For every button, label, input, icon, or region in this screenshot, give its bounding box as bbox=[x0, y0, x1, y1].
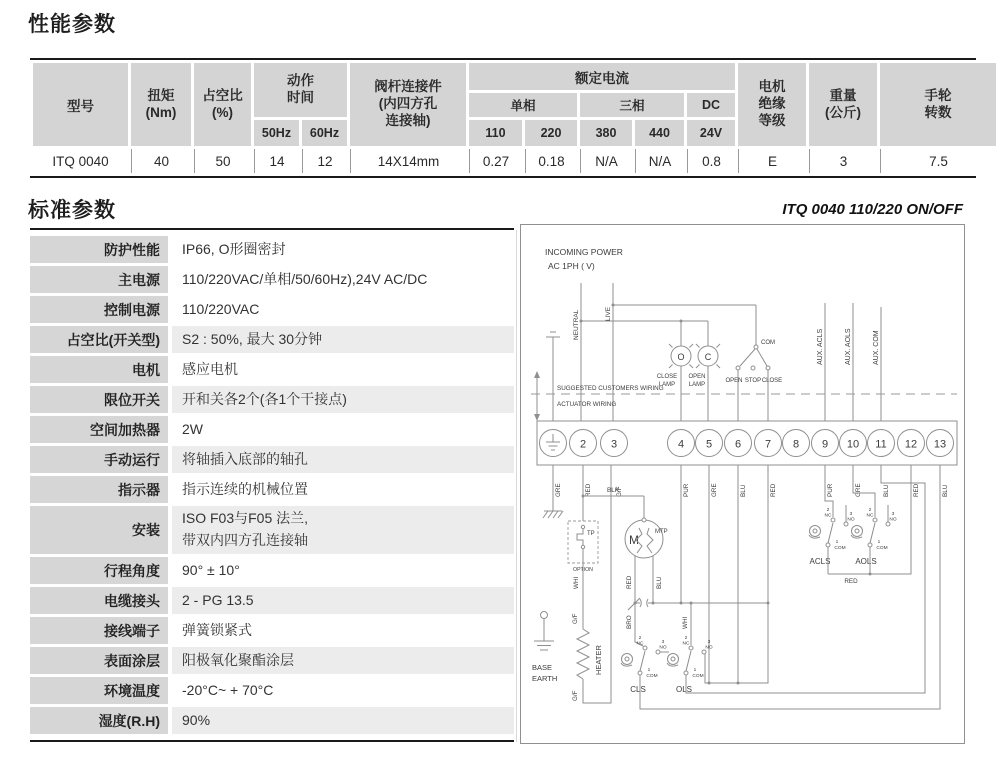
terminal-strip bbox=[537, 421, 957, 465]
svg-text:NO: NO bbox=[889, 517, 897, 523]
cell-handwheel: 7.5 bbox=[880, 149, 996, 173]
column-divider bbox=[516, 230, 517, 742]
cam-icon bbox=[667, 654, 679, 667]
blk-wire-label: BLK bbox=[607, 487, 619, 494]
close-lamp-icon bbox=[669, 344, 693, 368]
terminal-3: 3 bbox=[610, 438, 618, 451]
whi-wire-label: WHI bbox=[573, 576, 580, 589]
col-torque: 扭矩 (Nm) bbox=[131, 63, 191, 146]
svg-text:3: 3 bbox=[849, 512, 853, 517]
wire-gre-1: GRE bbox=[555, 483, 562, 497]
motor bbox=[625, 518, 668, 558]
list-item: 表面涂层 阳极氧化聚酯涂层 bbox=[30, 647, 514, 674]
wire-gre-5: GRE bbox=[711, 483, 718, 497]
performance-section-title: 性能参数 bbox=[28, 13, 116, 36]
cam-icon bbox=[851, 526, 863, 539]
wiring-diagram-svg bbox=[521, 225, 964, 741]
list-item: 安装 ISO F03与F05 法兰, 带双内四方孔连接轴 bbox=[30, 506, 514, 554]
aux-aols-label: AUX. AOLS bbox=[845, 328, 852, 365]
stop-button-label: STOP bbox=[744, 378, 762, 384]
heater-label: HEATER bbox=[594, 645, 603, 675]
list-item: 行程角度 90° ± 10° bbox=[30, 557, 514, 584]
terminal-8: 8 bbox=[792, 438, 800, 451]
motor-red-label: RED bbox=[626, 575, 633, 589]
standard-params-list bbox=[30, 228, 514, 742]
cell-torque: 40 bbox=[131, 149, 191, 173]
close-lamp-label: CLOSE bbox=[656, 374, 678, 380]
svg-text:EARTH: EARTH bbox=[532, 674, 558, 683]
wire-gf-3: G/F bbox=[616, 486, 623, 497]
actuator-wiring-label: ACTUATOR WIRING bbox=[557, 401, 617, 408]
cell-60hz: 12 bbox=[302, 149, 347, 173]
neutral-label: NEUTRAL bbox=[573, 309, 580, 340]
wire-pur-4: PUR bbox=[683, 483, 690, 497]
cls-label: CLS bbox=[630, 685, 646, 694]
mtp-label: MTP bbox=[655, 529, 668, 535]
svg-text:O: O bbox=[677, 352, 685, 362]
cls-limit-switch bbox=[621, 635, 669, 694]
terminal-7: 7 bbox=[764, 438, 772, 451]
svg-text:2: 2 bbox=[684, 636, 688, 641]
ols-label: OLS bbox=[675, 685, 693, 694]
col-handwheel: 手轮 转数 bbox=[880, 63, 996, 146]
cell-110: 0.27 bbox=[469, 149, 522, 173]
list-item: 空间加热器 2W bbox=[30, 416, 514, 443]
whi-ols-label: WHI bbox=[682, 616, 689, 629]
svg-text:1: 1 bbox=[693, 668, 697, 673]
motor-aux-wire bbox=[705, 603, 768, 683]
col-insulation: 电机 绝缘 等级 bbox=[738, 63, 806, 146]
aux-acls-label: AUX. ACLS bbox=[817, 328, 824, 365]
col-weight: 重量 (公斤) bbox=[809, 63, 877, 146]
cell-440: N/A bbox=[635, 149, 684, 173]
svg-text:3: 3 bbox=[707, 640, 711, 645]
wire-red-12: RED bbox=[913, 483, 920, 497]
svg-text:LAMP: LAMP bbox=[658, 382, 676, 388]
incoming-power-label: INCOMING POWER bbox=[545, 247, 623, 257]
gf-bottom-label: G/F bbox=[572, 690, 579, 701]
terminal-4: 4 bbox=[677, 438, 685, 451]
ols-limit-switch bbox=[667, 635, 713, 694]
terminal-10: 10 bbox=[846, 438, 860, 451]
com-selector-label: COM bbox=[761, 340, 775, 346]
svg-text:1: 1 bbox=[647, 668, 651, 673]
svg-text:NO: NO bbox=[705, 645, 713, 651]
suggested-wiring-label: SUGGESTED CUSTOMERS WIRING bbox=[557, 385, 664, 392]
svg-text:NC: NC bbox=[866, 513, 874, 519]
wire-blu-11: BLU bbox=[883, 484, 890, 497]
acls-limit-switch bbox=[809, 505, 855, 566]
svg-text:1: 1 bbox=[877, 540, 881, 545]
base-earth-symbol bbox=[532, 612, 557, 684]
gf-top-label: G/F bbox=[572, 613, 579, 624]
col-model: 型号 bbox=[33, 63, 128, 146]
terminal-9: 9 bbox=[821, 438, 829, 451]
bro-wire-label: BRO bbox=[626, 615, 633, 629]
col-three-phase: 三相 bbox=[580, 93, 684, 117]
col-220v: 220 bbox=[525, 120, 577, 146]
svg-text:3: 3 bbox=[661, 640, 665, 645]
list-item: 湿度(R.H) 90% bbox=[30, 707, 514, 734]
terminal-11: 11 bbox=[875, 438, 887, 451]
list-item: 接线端子 弹簧锁紧式 bbox=[30, 617, 514, 644]
col-duty: 占空比 (%) bbox=[194, 63, 251, 146]
option-label: OPTION bbox=[573, 567, 593, 573]
open-button-label: OPEN bbox=[725, 378, 743, 384]
capacitor bbox=[628, 598, 655, 610]
cell-220: 0.18 bbox=[525, 149, 577, 173]
terminal-6: 6 bbox=[734, 438, 742, 451]
performance-table bbox=[30, 58, 976, 178]
wire-red-7: RED bbox=[770, 483, 777, 497]
svg-text:NO: NO bbox=[847, 517, 855, 523]
svg-text:NO: NO bbox=[659, 645, 667, 651]
aols-label: AOLS bbox=[855, 557, 877, 566]
list-item: 限位开关 开和关各2个(各1个干接点) bbox=[30, 386, 514, 413]
wire-red-2: RED bbox=[585, 483, 592, 497]
live-label: LIVE bbox=[605, 306, 612, 321]
col-stem: 阀杆连接件 (内四方孔 连接轴) bbox=[350, 63, 466, 146]
open-stop-close-switch bbox=[725, 349, 782, 421]
svg-text:C: C bbox=[704, 352, 712, 362]
cam-icon bbox=[621, 654, 633, 667]
wire-blu-13: BLU bbox=[942, 484, 949, 497]
list-item: 电机 感应电机 bbox=[30, 356, 514, 383]
wiring-boundary-arrow bbox=[534, 371, 540, 421]
base-earth-label: BASE bbox=[532, 663, 553, 672]
wiring-diagram-title: ITQ 0040 110/220 ON/OFF bbox=[782, 201, 963, 218]
tp-label: TP bbox=[587, 531, 595, 537]
col-single-phase: 单相 bbox=[469, 93, 577, 117]
col-380v: 380 bbox=[580, 120, 632, 146]
col-50hz: 50Hz bbox=[254, 120, 299, 146]
list-item: 指示器 指示连续的机械位置 bbox=[30, 476, 514, 503]
red-aux-wire-label: RED bbox=[844, 578, 858, 585]
acls-label: ACLS bbox=[809, 557, 831, 566]
wiring-diagram bbox=[520, 224, 965, 744]
terminal-13: 13 bbox=[933, 438, 947, 451]
list-item: 控制电源 110/220VAC bbox=[30, 296, 514, 323]
motor-m-label: M bbox=[629, 533, 639, 547]
list-item: 电缆接头 2 - PG 13.5 bbox=[30, 587, 514, 614]
heater bbox=[577, 629, 603, 679]
standard-section-title: 标准参数 bbox=[28, 199, 116, 222]
cell-stem: 14X14mm bbox=[350, 149, 466, 173]
col-440v: 440 bbox=[635, 120, 684, 146]
terminal-2: 2 bbox=[579, 438, 587, 451]
terminal-5: 5 bbox=[705, 438, 713, 451]
col-rated-current: 额定电流 bbox=[469, 63, 735, 90]
col-24v: 24V bbox=[687, 120, 735, 146]
cell-380: N/A bbox=[580, 149, 632, 173]
close-button-label: CLOSE bbox=[761, 378, 783, 384]
svg-text:LAMP: LAMP bbox=[688, 382, 706, 388]
cell-50hz: 14 bbox=[254, 149, 299, 173]
col-dc: DC bbox=[687, 93, 735, 117]
svg-text:1: 1 bbox=[835, 540, 839, 545]
terminal-12: 12 bbox=[904, 438, 918, 451]
aux-com-label: AUX. COM bbox=[873, 330, 880, 365]
cell-insulation: E bbox=[738, 149, 806, 173]
svg-text:2: 2 bbox=[868, 508, 872, 513]
wire-blu-6: BLU bbox=[740, 484, 747, 497]
table-row bbox=[33, 149, 996, 173]
wire-pur-9: PUR bbox=[827, 483, 834, 497]
wire-gre-10: GRE bbox=[855, 483, 862, 497]
list-item: 防护性能 IP66, O形圈密封 bbox=[30, 236, 514, 263]
cam-icon bbox=[809, 526, 821, 539]
svg-text:NC: NC bbox=[682, 641, 690, 647]
col-60hz: 60Hz bbox=[302, 120, 347, 146]
svg-text:COM: COM bbox=[876, 546, 888, 551]
motor-blu-label: BLU bbox=[656, 576, 663, 589]
list-item: 手动运行 将轴插入底部的轴孔 bbox=[30, 446, 514, 473]
svg-text:2: 2 bbox=[638, 636, 642, 641]
svg-text:NC: NC bbox=[824, 513, 832, 519]
svg-text:COM: COM bbox=[834, 546, 846, 551]
list-item: 环境温度 -20°C~ + 70°C bbox=[30, 677, 514, 704]
col-110v: 110 bbox=[469, 120, 522, 146]
cell-model: ITQ 0040 bbox=[33, 149, 128, 173]
incoming-power-voltage: AC 1PH ( V) bbox=[548, 261, 595, 271]
list-item: 占空比(开关型) S2 : 50%, 最大 30分钟 bbox=[30, 326, 514, 353]
cell-24v: 0.8 bbox=[687, 149, 735, 173]
cell-duty: 50 bbox=[194, 149, 251, 173]
aols-limit-switch bbox=[851, 505, 897, 566]
open-lamp-icon bbox=[696, 344, 720, 368]
ols-com-wire bbox=[686, 465, 925, 693]
svg-text:2: 2 bbox=[826, 508, 830, 513]
cell-weight: 3 bbox=[809, 149, 877, 173]
svg-text:3: 3 bbox=[891, 512, 895, 517]
svg-text:COM: COM bbox=[646, 674, 658, 679]
open-lamp-label: OPEN bbox=[688, 374, 706, 380]
svg-text:COM: COM bbox=[692, 674, 704, 679]
col-action-time: 动作 时间 bbox=[254, 63, 347, 117]
list-item: 主电源 110/220VAC/单相/50/60Hz),24V AC/DC bbox=[30, 266, 514, 293]
svg-text:NC: NC bbox=[636, 641, 644, 647]
